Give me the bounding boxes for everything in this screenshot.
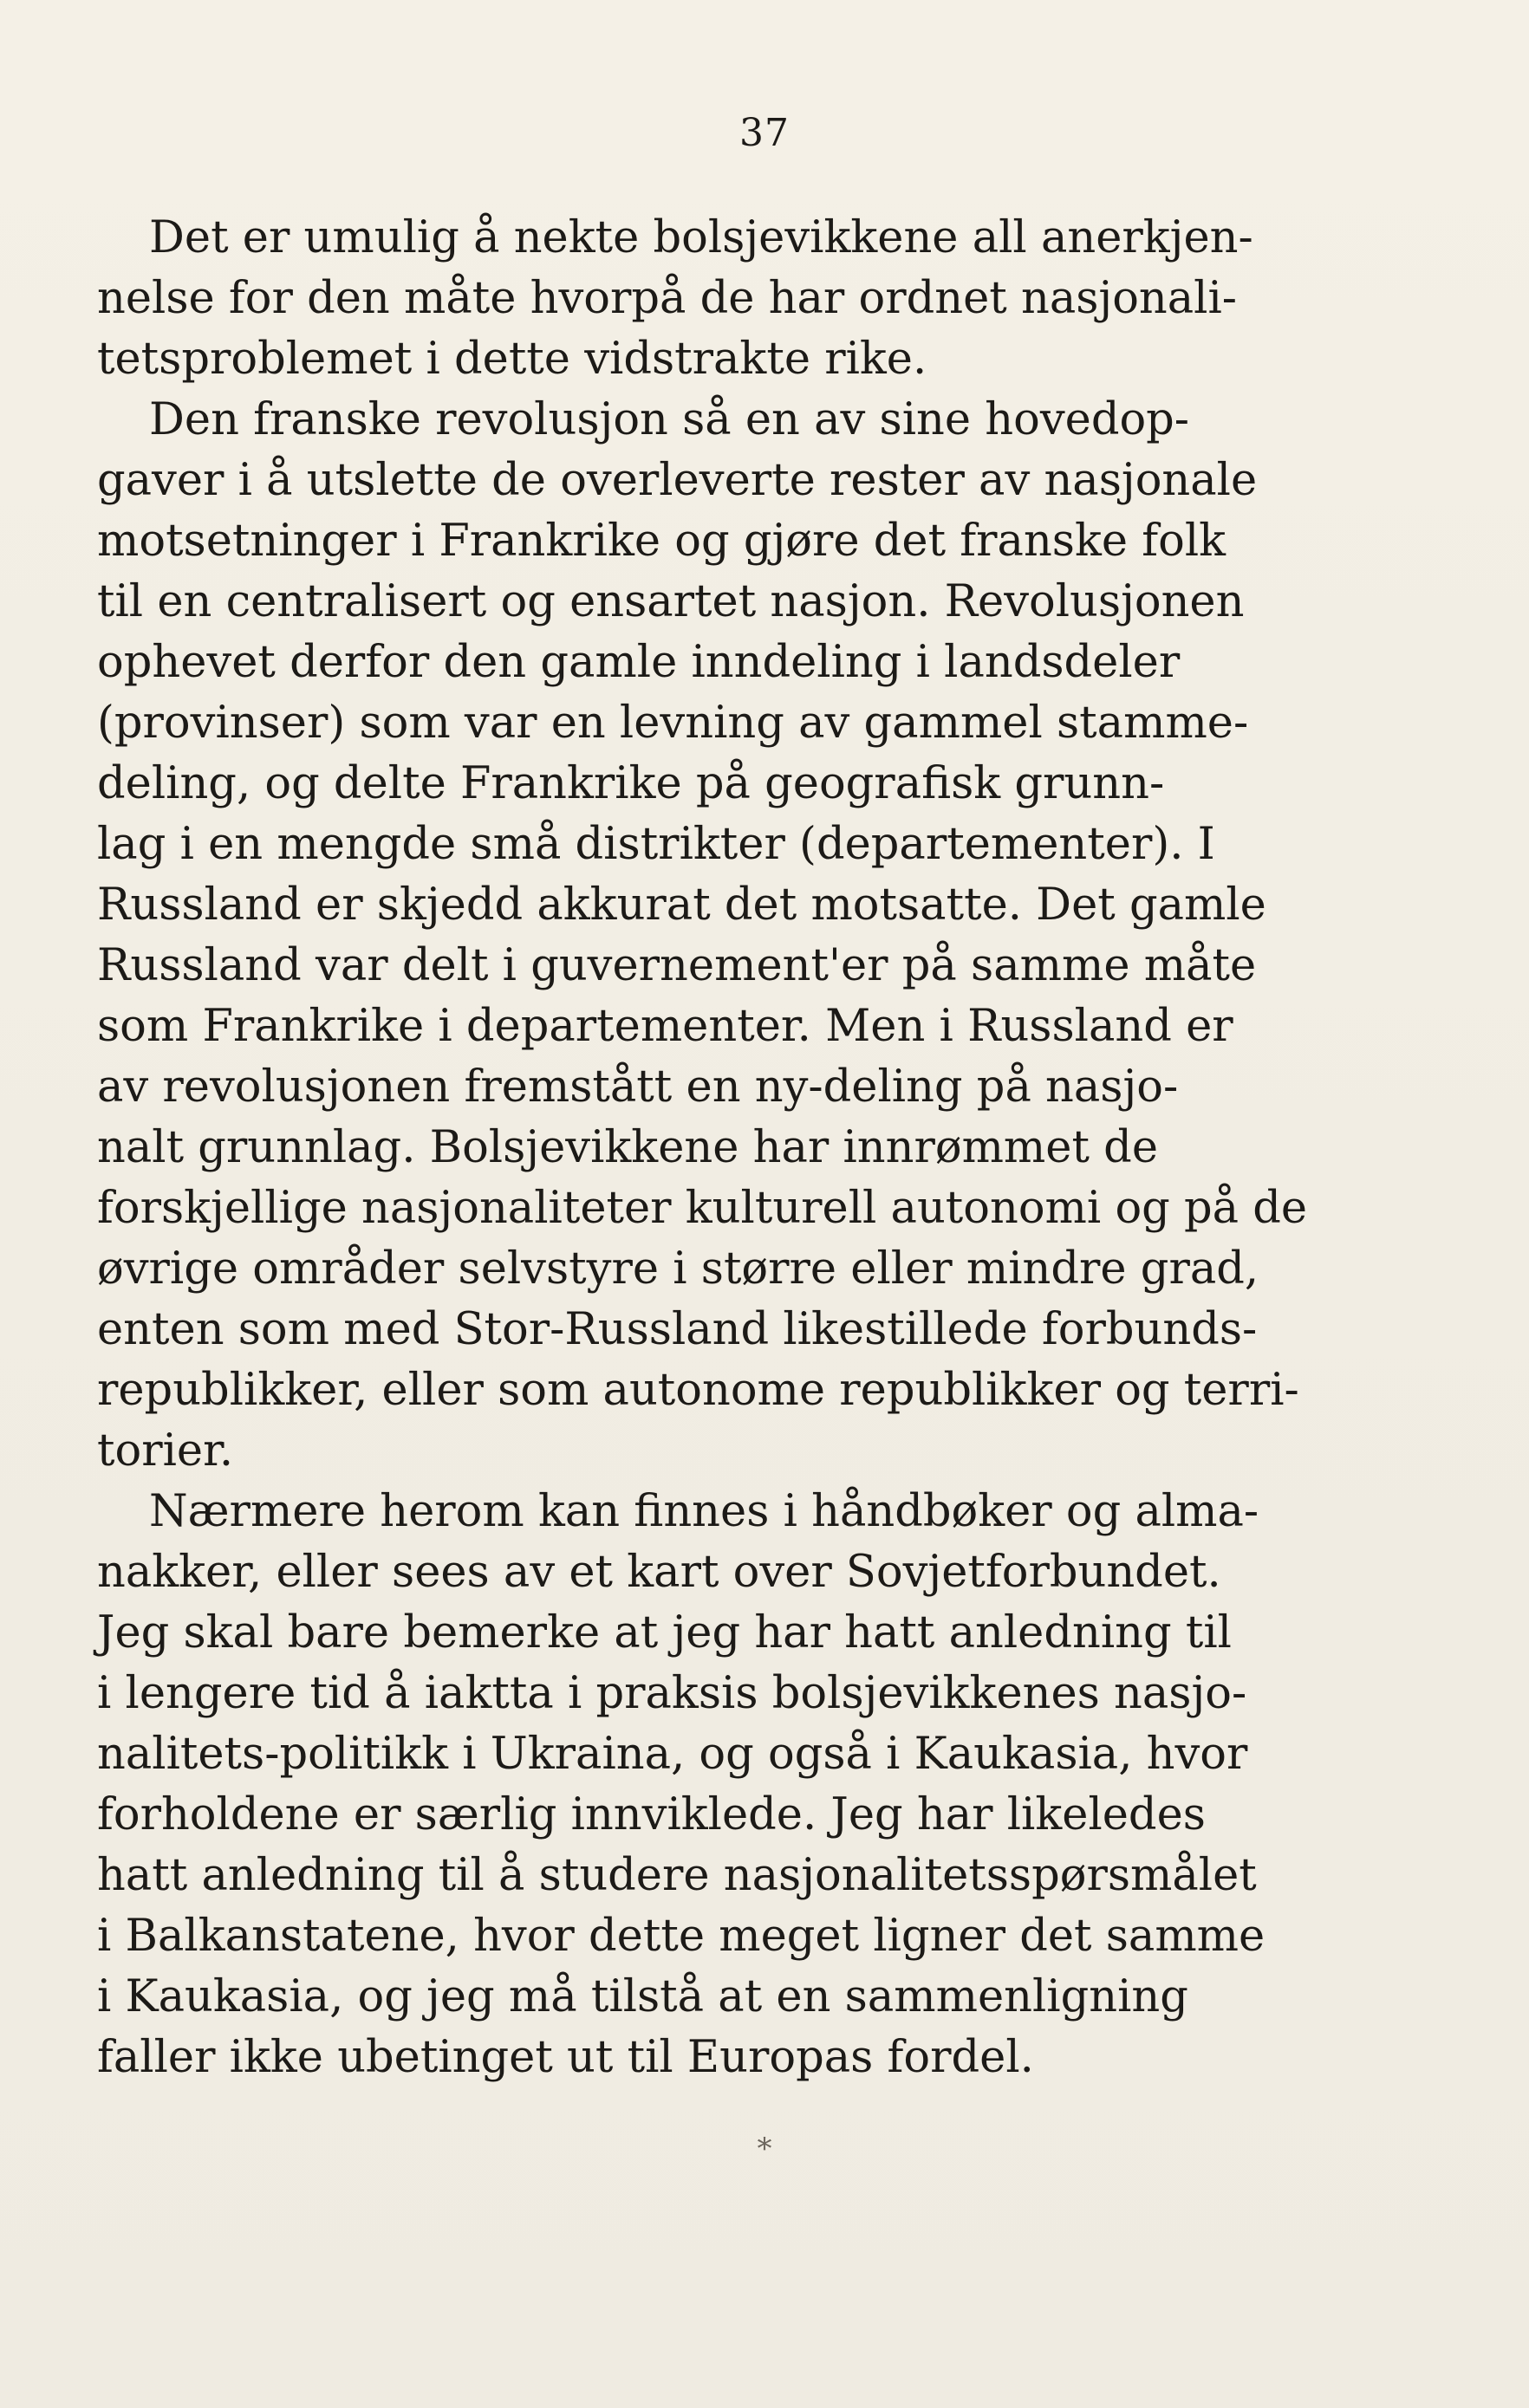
text-line: enten som med Stor-Russland likestillede forbunds-: [97, 1304, 1258, 1355]
text-line: nalitets-politikk i Ukraina, og også i Kaukasia, hvor: [97, 1729, 1248, 1780]
body-text: [97, 208, 1311, 2088]
text-line: til en centralisert og ensartet nasjon. Revolusjonen: [97, 576, 1245, 627]
text-line: faller ikke ubetinget ut til Europas fordel.: [97, 2032, 1034, 2083]
text-line: av revolusjonen fremstått en ny-deling på nasjo-: [97, 1061, 1179, 1113]
text-line: torier.: [97, 1425, 234, 1477]
text-line: gaver i å utslette de overleverte rester av nasjonale: [97, 455, 1258, 506]
text-line: Det er umulig å nekte bolsjevikkene all anerkjen-: [149, 212, 1253, 263]
text-line: i Balkanstatene, hvor dette meget ligner det samme: [97, 1911, 1265, 1962]
text-line: republikker, eller som autonome republikker og terri-: [97, 1365, 1299, 1416]
text-line: Russland er skjedd akkurat det motsatte. Det gamle: [97, 879, 1266, 931]
text-line: ophevet derfor den gamle inndeling i landsdeler: [97, 637, 1181, 688]
text-line: nelse for den måte hvorpå de har ordnet nasjonali-: [97, 273, 1238, 324]
text-line: hatt anledning til å studere nasjonalitetsspørsmålet: [97, 1850, 1257, 1901]
text-line: motsetninger i Frankrike og gjøre det franske folk: [97, 516, 1226, 567]
text-line: Russland var delt i guvernement'er på samme måte: [97, 940, 1257, 991]
text-line: tetsproblemet i dette vidstrakte rike.: [97, 334, 927, 385]
text-line: i lengere tid å iaktta i praksis bolsjevikkenes nasjo-: [97, 1668, 1247, 1719]
text-line: lag i en mengde små distrikter (departementer). I: [97, 819, 1215, 870]
text-line: øvrige områder selvstyre i større eller mindre grad,: [97, 1243, 1259, 1295]
section-separator: *: [757, 2132, 772, 2166]
text-line: (provinser) som var en levning av gammel stamme-: [97, 698, 1249, 749]
text-line: Nærmere herom kan finnes i håndbøker og alma-: [149, 1486, 1259, 1537]
text-line: Den franske revolusjon så en av sine hovedop-: [149, 394, 1190, 445]
text-line: som Frankrike i departementer. Men i Russland er: [97, 1001, 1233, 1052]
text-line: i Kaukasia, og jeg må tilstå at en sammenligning: [97, 1971, 1188, 2022]
text-line: nalt grunnlag. Bolsjevikkene har innrømmet de: [97, 1122, 1158, 1173]
page-number: 37: [739, 111, 790, 155]
text-line: nakker, eller sees av et kart over Sovjetforbundet.: [97, 1547, 1221, 1598]
text-line: forskjellige nasjonaliteter kulturell autonomi og på de: [97, 1183, 1308, 1234]
text-line: Jeg skal bare bemerke at jeg har hatt anledning til: [97, 1607, 1232, 1658]
text-line: deling, og delte Frankrike på geografisk grunn-: [97, 758, 1165, 809]
text-line: forholdene er særlig innviklede. Jeg har likeledes: [97, 1789, 1206, 1840]
